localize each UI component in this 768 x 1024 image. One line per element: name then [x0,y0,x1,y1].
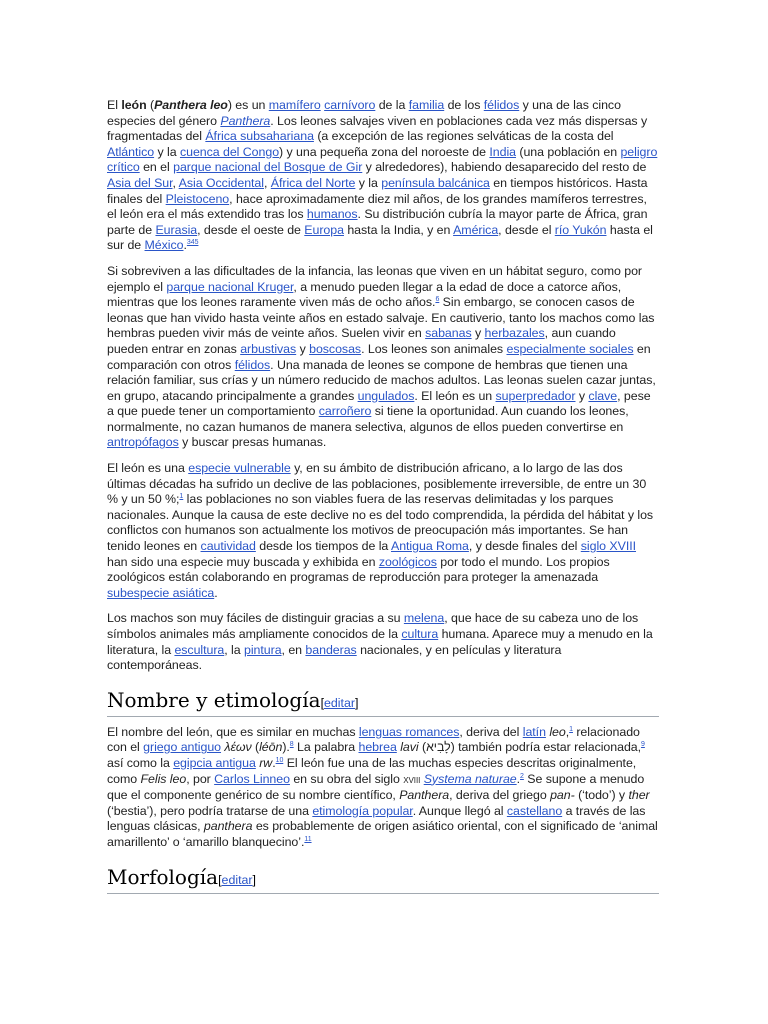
text-run: , [263,175,271,190]
text-run: El león fue una de las muchas especies descritas originalmente, como [107,755,637,786]
text-run: y la [355,175,382,190]
article-link[interactable]: siglo XVIII [580,539,637,554]
text-run: en su obra del siglo [289,771,404,786]
text-run: , deriva del griego [449,788,551,803]
text-run: y una de las cinco especies del género [107,98,621,128]
text-run: . El león es un [414,388,496,403]
text-run: así como la [107,755,174,770]
article-link[interactable]: superpredador [495,388,576,403]
citation-link[interactable]: 11 [304,835,312,843]
text-run: leo [549,724,566,739]
article-link[interactable]: pintura [244,642,282,657]
text-run: Los machos son muy fáciles de distinguir gracias a su [107,611,404,626]
article-link[interactable]: félidos [234,357,271,372]
article-link[interactable]: Systema naturae [423,771,517,786]
section-title: Morfología [107,864,219,889]
article-link[interactable]: humanos [306,207,358,222]
citation-ref [304,836,311,843]
article-link[interactable]: Europa [304,222,344,237]
text-run: . Los leones son animales [361,341,507,356]
text-run: desde los tiempos de la [255,539,391,554]
article-link[interactable]: lenguas romances [358,724,460,739]
text-run: hasta la India, y en [343,222,454,237]
text-run: y buscar presas humanas. [178,435,327,450]
text-run: y [296,341,310,356]
article-link[interactable]: latín [522,724,546,739]
article-link[interactable]: melena [403,611,445,626]
text-run: y [471,326,485,341]
article-link[interactable]: África del Norte [270,175,356,190]
article-link[interactable]: parque nacional del Bosque de Gir [173,160,363,175]
text-run: de la [375,98,409,112]
text-run: ther [628,788,650,803]
article-link[interactable]: ungulados [357,388,415,403]
article-link[interactable]: Antigua Roma [390,539,469,554]
text-run: pan- [550,788,575,803]
article-link[interactable]: Eurasia [155,222,198,237]
article-link[interactable]: cultura [401,627,439,641]
text-run: y [575,388,589,403]
text-run: , pese a que puede tener un comportamiento [107,388,651,419]
citation-link[interactable]: 1 [179,493,184,501]
text-run: Felis leo [140,771,187,786]
text-run: (a excepción de las regiones selváticas de la costa del [313,129,614,144]
text-run: , hace aproximadamente diez mil años, de los grandes mamíferos terrestres, el león era el más extendido tras los [107,191,647,222]
article-link[interactable]: hebrea [358,740,397,755]
article-link[interactable]: castellano [506,803,563,818]
article-link[interactable]: antropófagos [107,435,179,450]
text-run: en tiempos históricos. Hasta finales del [107,175,648,206]
etymology-paragraph [107,725,659,851]
citation-link[interactable]: 6 [435,296,440,304]
citation-link[interactable]: 345 [186,239,199,247]
article-link[interactable]: carnívoro [324,98,376,112]
text-run: lavi [400,740,419,755]
text-run: La palabra [293,740,359,755]
article-link[interactable]: carroñero [318,404,372,419]
article-link[interactable]: parque nacional Kruger [166,279,294,294]
text-run: , en [281,642,306,657]
section-heading-etymology [107,688,659,717]
text-run: . [183,238,187,253]
text-run: nacionales, y en películas y literatura contemporáneas. [107,642,562,673]
article-link[interactable]: zoológicos [378,554,437,569]
text-run: panthera [203,819,253,834]
text-run: . Los leones salvajes viven en poblaciones cada vez más dispersas y fragmentadas del [107,113,648,144]
text-run: . [214,585,218,600]
text-run: de los [444,98,484,112]
text-run: en el [139,160,174,175]
text-run: Panthera [399,788,450,803]
article-link[interactable]: Carlos Linneo [214,771,290,786]
article-link[interactable]: boscosas [309,341,362,356]
article-link[interactable]: sabanas [425,326,472,341]
text-run: Se supone a menudo que el componente genérico de su nombre científico, [107,771,645,803]
citation-link[interactable]: 1 [569,725,573,733]
article-link[interactable]: griego antiguo [143,740,222,755]
text-run: , deriva del [459,724,523,739]
text-run: las poblaciones no son viables fuera de las reservas delimitadas y los parques nacionales. Aunque la causa de este declive no es del todo comprendida, la pérdida del hábitat y los conflictos con humanos son actualmente los motivos de preocupación más importantes. Se han tenido leones en [107,492,654,554]
citation-link[interactable]: 10 [275,756,284,764]
article-link[interactable]: América [453,222,499,237]
text-run: , y desde finales del [468,539,581,554]
text-run: . [516,771,521,786]
article-link[interactable]: Panthera [220,113,271,128]
article-link[interactable]: herbazales [484,326,545,341]
text-run: , aun cuando pueden entrar en zonas [107,326,616,356]
article-link[interactable]: río Yukón [554,222,607,237]
article-link[interactable]: Asia Occidental [178,175,264,190]
article-link[interactable]: Atlántico [107,144,155,159]
text-run: , [565,724,570,739]
text-run: Sin embargo, se conocen casos de leonas que han vivido hasta veinte años en estado salvaje. En cautiverio, tanto los machos como las hembras pueden vivir más de veinte años. Suelen vivir en [107,295,655,341]
text-run: léōn [259,740,283,755]
article-link[interactable]: especialmente sociales [506,341,634,356]
text-run: Panthera leo [154,98,228,112]
text-run: , a menudo pueden llegar a la edad de doce a catorce años, mientras que los leones raramente viven más de ocho años. [107,279,622,310]
text-run: El nombre del león, que es similar en muchas [107,724,359,739]
text-run: , que hace de su cabeza uno de los símbolos animales más ampliamente conocidos de la [107,611,639,641]
article-content [107,98,659,902]
edit-link[interactable]: editar [324,695,356,710]
article-link[interactable]: peligro crítico [107,144,658,175]
article-link[interactable]: escultura [174,642,225,657]
text-run: λέων [224,740,252,755]
citation-ref [641,741,645,748]
article-link[interactable]: India [489,144,516,159]
article-link[interactable]: península balcánica [381,175,490,190]
text-run: . Aunque llegó al [412,803,507,818]
text-run: El [107,98,122,112]
text-run: a través de las lenguas clásicas, [107,803,646,834]
article-link[interactable]: cautividad [200,539,256,554]
lifespan-paragraph [107,264,659,451]
citation-ref [187,239,199,246]
text-run: . [272,755,276,770]
text-run: , desde el oeste de [197,222,305,237]
article-link[interactable]: subespecie asiática [107,585,215,600]
article-link[interactable]: Asia del Sur [107,175,173,190]
article-link[interactable]: arbustivas [240,341,297,356]
text-run: , desde el [498,222,555,237]
text-run: (‘todo’) y [574,788,629,803]
text-run: ) es un [227,98,269,112]
text-run: ). [282,740,290,755]
text-run: es probablemente de origen asiático oriental, con el significado de ‘animal amarillento’ o ‘amarillo blanquecino’. [107,819,658,849]
article-link[interactable]: banderas [305,642,357,657]
article-link[interactable]: mamífero [268,98,321,112]
text-run: si tiene la oportunidad. Aun cuando los leones, normalmente, no cazan humanos de manera selectiva, algunos de ellos pueden convertirse en [107,404,629,434]
edit-section-link: [editar] [320,695,359,710]
article-link[interactable]: cuenca del Congo [179,144,280,159]
mane-paragraph [107,611,659,673]
text-run: , la [224,642,244,657]
text-run: hasta el sur de [107,222,653,253]
text-run: , [172,175,179,190]
article-link[interactable]: félidos [483,98,520,112]
citation-link[interactable]: 2 [520,772,524,780]
section-title: Nombre y etimología [107,687,321,712]
intro-paragraph [107,98,659,254]
text-run: rw [259,755,273,770]
article-link[interactable]: clave [588,388,618,403]
section-heading-morphology [107,865,659,894]
text-run: y alrededores), habiendo desaparecido del resto de [362,160,647,175]
text-run: Si sobreviven a las dificultades de la infancia, las leonas que viven en un hábitat seguro, como por ejemplo el [107,263,643,294]
text-run: ) y una pequeña zona del noroeste de [279,144,490,159]
article-link[interactable]: especie vulnerable [188,461,291,476]
text-run: humana. Aparece muy a menudo en la literatura, la [107,627,653,657]
text-run: león [121,98,147,112]
text-run: ( [251,740,260,755]
article-link[interactable]: África subsahariana [205,129,314,144]
text-run: , por [186,771,215,786]
text-run: El león es una [107,461,189,476]
text-run: en comparación con otros [107,341,651,372]
text-run: . Una manada de leones se compone de hembras que tienen una relación familiar, sus crías y un número reducido de machos adultos. Las leonas suelen cazar juntas, en grupo, atacando principalmente a grandes [107,357,656,403]
text-run: (una población en [516,144,621,159]
article-link[interactable]: México [144,238,184,253]
text-run: xviii [403,773,421,786]
text-run: relacionado con el [107,724,640,755]
text-run: y, en su ámbito de distribución africano, a lo largo de las dos últimas décadas ha sufrido un declive de las poblaciones, posiblemente irreversible, de entre un 30 % y un 50 %; [107,461,647,507]
edit-section-link: [editar] [218,872,256,887]
text-run: (לָבִיא) también podría estar relacionada, [418,740,642,755]
text-run: han sido una especie muy buscada y exhibida en [107,554,379,569]
text-run: por todo el mundo. Los propios zoológicos están colaborando en programas de reproducción para proteger la amenazada [107,554,610,585]
text-run: . Su distribución cubría la mayor parte de África, gran parte de [107,207,648,237]
edit-link[interactable]: editar [221,872,253,887]
article-link[interactable]: familia [408,98,445,112]
article-link[interactable]: Pleistoceno [165,191,230,206]
citation-link[interactable]: 9 [641,741,645,749]
text-run: (‘bestia’), pero podría tratarse de una [107,803,313,818]
text-run: ( [146,98,155,112]
text-run: y la [154,144,180,159]
article-link[interactable]: etimología popular [312,803,413,818]
article-link[interactable]: egipcia antigua [173,755,256,770]
citation-link[interactable]: 8 [289,741,294,749]
conservation-paragraph [107,461,659,601]
